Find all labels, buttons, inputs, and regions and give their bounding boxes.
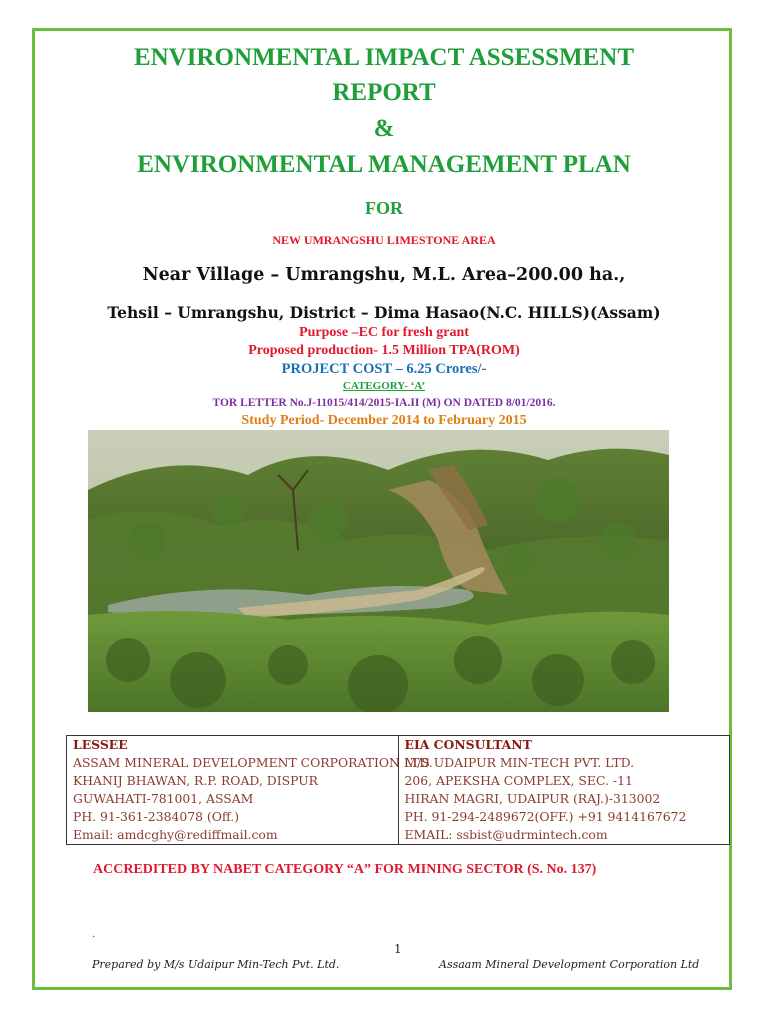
report-title-line2: REPORT bbox=[332, 79, 436, 106]
area-name: NEW UMRANGSHU LIMESTONE AREA bbox=[272, 233, 496, 247]
lessee-line: KHANIJ BHAWAN, R.P. ROAD, DISPUR bbox=[73, 773, 318, 788]
page-marker: . bbox=[92, 929, 96, 940]
consultant-cell bbox=[398, 736, 730, 845]
accreditation-note: ACCREDITED BY NABET CATEGORY “A” FOR MINING SECTOR (S. No. 137) bbox=[93, 862, 597, 877]
footer-left: Prepared by M/s Udaipur Min-Tech Pvt. Ltd. bbox=[92, 958, 340, 971]
production-line: Proposed production- 1.5 Million TPA(ROM) bbox=[248, 343, 520, 358]
tehsil-line: Tehsil – Umrangshu, District – Dima Hasao(N.C. HILLS)(Assam) bbox=[107, 303, 661, 322]
village-line: Near Village – Umrangshu, M.L. Area–200.00 ha., bbox=[142, 265, 626, 285]
report-title-line3: ENVIRONMENTAL MANAGEMENT PLAN bbox=[137, 151, 631, 178]
consultant-email: EMAIL: ssbist@udrmintech.com bbox=[404, 827, 608, 842]
consultant-line: PH. 91-294-2489672(OFF.) +91 9414167672 bbox=[404, 809, 687, 824]
mine-site-photo bbox=[88, 430, 669, 712]
contact-table bbox=[66, 735, 730, 845]
study-period-line: Study Period- December 2014 to February 2015 bbox=[241, 413, 527, 428]
tor-letter-line: TOR LETTER No.J-11015/414/2015-IA.II (M) ON DATED 8/01/2016. bbox=[212, 397, 556, 409]
lessee-line: ASSAM MINERAL DEVELOPMENT CORPORATION LTD. bbox=[73, 755, 433, 770]
consultant-heading: EIA CONSULTANT bbox=[404, 737, 532, 752]
footer-right: Assaam Mineral Development Corporation Ltd bbox=[439, 958, 700, 971]
lessee-heading: LESSEE bbox=[73, 737, 128, 752]
lessee-cell bbox=[67, 736, 433, 845]
report-title-ampersand: & bbox=[373, 115, 395, 142]
page-number: 1 bbox=[394, 942, 402, 956]
lessee-email: Email: amdcghy@rediffmail.com bbox=[73, 827, 278, 842]
consultant-line: HIRAN MAGRI, UDAIPUR (RAJ.)-313002 bbox=[404, 791, 661, 806]
for-label: FOR bbox=[365, 198, 403, 218]
project-cost-line: PROJECT COST – 6.25 Crores/- bbox=[281, 361, 487, 377]
purpose-line: Purpose –EC for fresh grant bbox=[299, 325, 469, 340]
lessee-line: GUWAHATI-781001, ASSAM bbox=[73, 791, 254, 806]
consultant-line: M/S UDAIPUR MIN-TECH PVT. LTD. bbox=[404, 755, 635, 770]
report-title-line1: ENVIRONMENTAL IMPACT ASSESSMENT bbox=[133, 44, 635, 71]
category-line: CATEGORY- ‘A’ bbox=[342, 380, 426, 392]
lessee-line: PH. 91-361-2384078 (Off.) bbox=[73, 809, 240, 824]
consultant-line: 206, APEKSHA COMPLEX, SEC. -11 bbox=[404, 773, 633, 788]
